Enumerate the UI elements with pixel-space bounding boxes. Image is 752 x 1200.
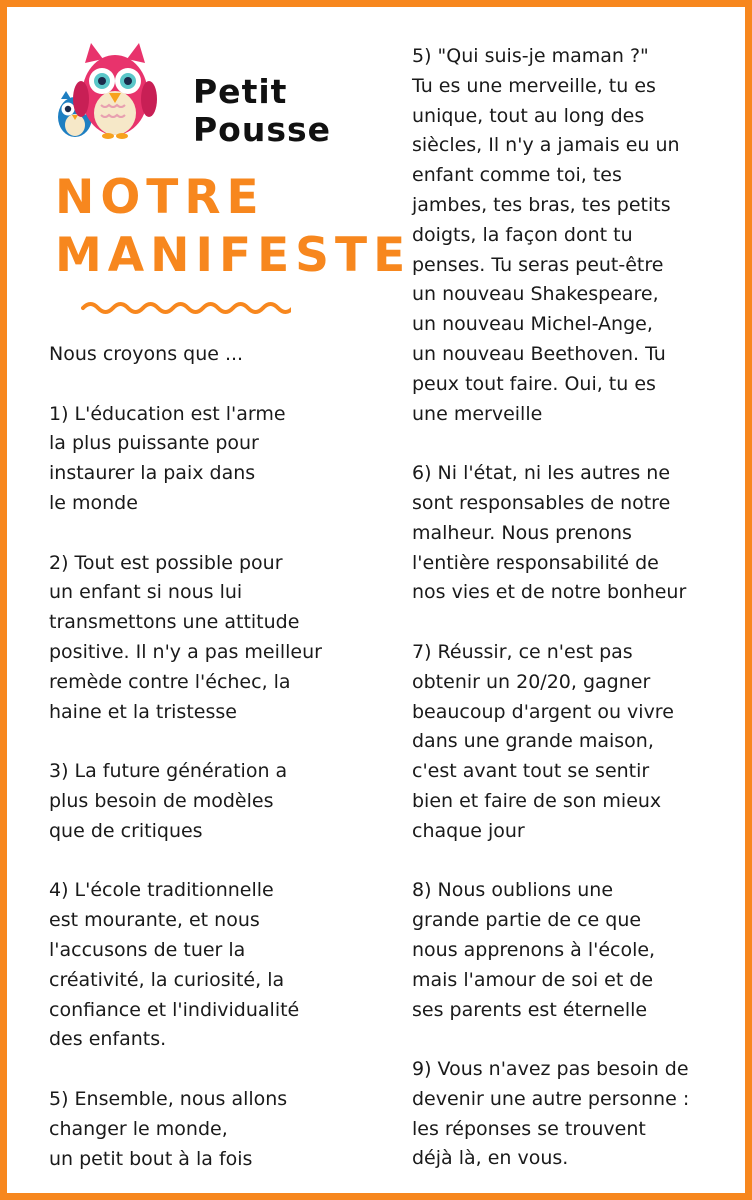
- text-line: beaucoup d'argent ou vivre: [412, 700, 674, 723]
- text-line: devenir une autre personne :: [412, 1087, 690, 1110]
- text-line: chaque jour: [412, 819, 525, 842]
- paragraph-gap: [412, 1025, 732, 1055]
- text-line: doigts, la façon dont tu: [412, 223, 633, 246]
- paragraph-gap: [412, 429, 732, 459]
- text-line: 7) Réussir, ce n'est pas: [412, 640, 633, 663]
- text-line: déjà là, en vous.: [412, 1147, 569, 1170]
- text-line: positive. Il n'y a pas meilleur: [49, 640, 322, 663]
- paragraph-gap: [49, 370, 369, 400]
- text-line: un nouveau Beethoven. Tu: [412, 342, 666, 365]
- paragraph-gap: [49, 727, 369, 757]
- text-line: créativité, la curiosité, la: [49, 968, 285, 991]
- text-line: l'entière responsabilité de: [412, 551, 659, 574]
- text-line: malheur. Nous prenons: [412, 521, 632, 544]
- manifesto-item: [412, 459, 732, 608]
- paragraph-gap: [49, 1055, 369, 1085]
- text-line: 3) La future génération a: [49, 760, 288, 783]
- text-line: 5) "Qui suis-je maman ?": [412, 45, 649, 67]
- text-line: dans une grande maison,: [412, 730, 654, 753]
- text-line: sont responsables de notre: [412, 491, 671, 514]
- paragraph-gap: [412, 847, 732, 877]
- text-line: un enfant si nous lui: [49, 581, 243, 604]
- manifesto-item: [49, 340, 369, 370]
- text-line: l'accusons de tuer la: [49, 938, 246, 961]
- text-line: 4) L'école traditionnelle: [49, 879, 274, 902]
- text-line: un petit bout à la fois: [49, 1147, 253, 1170]
- title-line-2: MANIFESTE: [55, 228, 412, 283]
- manifesto-item: [412, 876, 732, 1025]
- manifesto-item: [412, 638, 732, 847]
- text-line: le monde: [49, 491, 138, 514]
- text-line: nos vies et de notre bonheur: [412, 581, 687, 604]
- text-line: la plus puissante pour: [49, 432, 259, 455]
- text-line: confiance et l'individualité: [49, 998, 300, 1021]
- text-line: unique, tout au long des: [412, 104, 645, 127]
- text-line: est mourante, et nous: [49, 909, 260, 932]
- text-line: bien et faire de son mieux: [412, 789, 662, 812]
- text-line: grande partie de ce que: [412, 909, 642, 932]
- paragraph-gap: [49, 847, 369, 877]
- text-line: 6) Ni l'état, ni les autres ne: [412, 462, 671, 485]
- text-line: c'est avant tout se sentir: [412, 760, 650, 783]
- wavy-divider: [81, 299, 291, 317]
- title-line-1: NOTRE: [55, 170, 265, 225]
- text-line: 9) Vous n'avez pas besoin de: [412, 1058, 689, 1081]
- text-line: peux tout faire. Oui, tu es: [412, 372, 656, 395]
- text-line: remède contre l'échec, la: [49, 670, 291, 693]
- text-line: siècles, Il n'y a jamais eu un: [412, 134, 680, 157]
- manifesto-item: [49, 400, 369, 519]
- logo-text: [193, 73, 331, 149]
- text-line: mais l'amour de soi et de: [412, 968, 654, 991]
- text-line: ses parents est éternelle: [412, 998, 648, 1021]
- paragraph-gap: [412, 608, 732, 638]
- logo-line-2: Pousse: [193, 110, 332, 149]
- left-column: [49, 340, 369, 1174]
- text-line: les réponses se trouvent: [412, 1117, 646, 1140]
- text-line: 5) Ensemble, nous allons: [49, 1087, 288, 1110]
- text-line: 2) Tout est possible pour: [49, 551, 283, 574]
- page-title: [55, 169, 411, 285]
- text-line: 8) Nous oublions une: [412, 879, 614, 902]
- text-line: Tu es une merveille, tu es: [412, 74, 656, 97]
- text-line: enfant comme toi, tes: [412, 164, 622, 187]
- text-line: un nouveau Shakespeare,: [412, 283, 659, 306]
- text-line: Nous croyons que ...: [49, 343, 244, 365]
- manifesto-item: [49, 549, 369, 728]
- text-line: plus besoin de modèles: [49, 789, 274, 812]
- logo-line-1: Petit: [193, 72, 288, 111]
- text-line: 1) L'éducation est l'arme: [49, 402, 286, 425]
- text-line: obtenir un 20/20, gagner: [412, 670, 651, 693]
- text-line: changer le monde,: [49, 1117, 228, 1140]
- manifesto-item: [49, 757, 369, 846]
- text-line: penses. Tu seras peut-être: [412, 253, 664, 276]
- manifesto-item: [49, 1085, 369, 1174]
- manifesto-item: [412, 1055, 732, 1174]
- text-line: que de critiques: [49, 819, 203, 842]
- text-line: jambes, tes bras, tes petits: [412, 193, 671, 216]
- text-line: un nouveau Michel-Ange,: [412, 313, 653, 336]
- text-line: transmettons une attitude: [49, 611, 300, 634]
- text-line: nous apprenons à l'école,: [412, 938, 656, 961]
- manifesto-item: [49, 876, 369, 1055]
- right-column: [412, 42, 732, 1174]
- petit-pousse-logo: [53, 37, 332, 149]
- manifesto-item: [412, 42, 732, 429]
- paragraph-gap: [49, 519, 369, 549]
- text-line: haine et la tristesse: [49, 700, 237, 723]
- text-line: une merveille: [412, 402, 543, 425]
- text-line: instaurer la paix dans: [49, 462, 256, 485]
- text-line: des enfants.: [49, 1028, 167, 1051]
